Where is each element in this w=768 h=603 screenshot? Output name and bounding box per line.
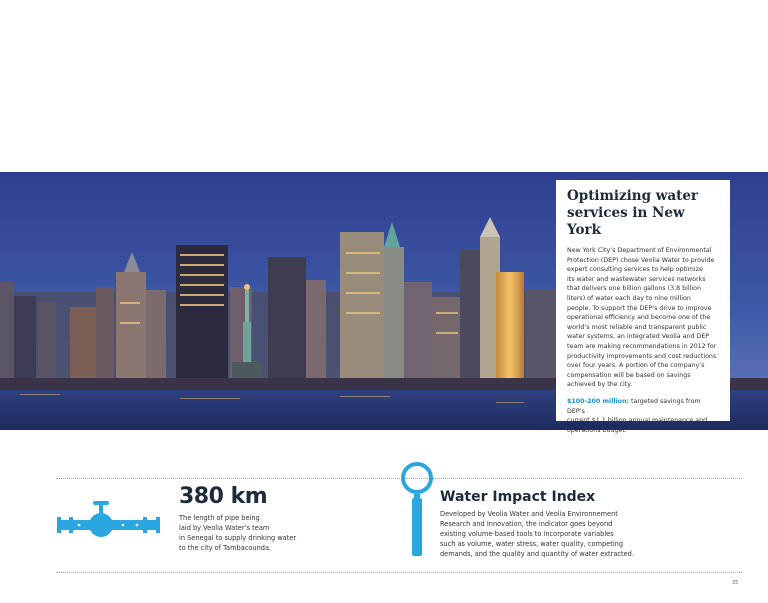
magnifier-icon (399, 462, 437, 558)
impact-line: Developed by Veolia Water and Veolia Environnement (440, 510, 618, 518)
stat-block (179, 484, 329, 553)
body-line: achieved by the city. (567, 381, 633, 389)
stat-line: laid by Veolia Water’s team (179, 524, 270, 532)
highlight-line: current $1.1 billion annual maintenance and (567, 417, 708, 425)
impact-line: such as volume, water stress, water quality, competing (440, 540, 624, 548)
impact-line: existing volume-based tools to incorporate variables (440, 530, 614, 538)
water-impact-index-description (440, 509, 660, 559)
stat-line: to the city of Tambacounda. (179, 544, 272, 552)
body-line: world’s most reliable and transparent public (567, 323, 707, 331)
highlight-figure: $100-200 million: (567, 397, 629, 405)
divider-bottom (56, 572, 742, 573)
body-line: expert consulting services to help optimize (567, 266, 703, 274)
page-number: 35 (732, 580, 739, 586)
sidebar-title (567, 188, 720, 239)
body-line: over four years. A portion of the company’s (567, 362, 705, 370)
stat-description (179, 513, 329, 553)
impact-line: demands, and the quality and quantity of water extracted. (440, 550, 634, 558)
body-line: liters) of water each day to nine million (567, 294, 691, 302)
body-line: people. To support the DEP’s drive to improve (567, 304, 712, 312)
impact-line: Research and Innovation, the indicator goes beyond (440, 520, 613, 528)
water-impact-index-title: Water Impact Index (440, 489, 596, 505)
sidebar-title-line-1: Optimizing water (567, 188, 699, 204)
body-line: compensation will be based on savings (567, 371, 691, 379)
stat-value: 380 km (179, 484, 268, 509)
body-line: team are making recommendations in 2012 for (567, 342, 717, 350)
stat-line: in Senegal to supply drinking water (179, 534, 297, 542)
water-impact-index-block (440, 488, 660, 559)
body-line: New York City’s Department of Environmental (567, 247, 712, 254)
sidebar-title-line-2: services in New York (567, 205, 685, 238)
highlight-line: targeted savings from DEP’s (567, 397, 701, 415)
pipe-valve-icon (57, 498, 160, 546)
stat-line: The length of pipe being (179, 514, 260, 522)
highlight-line: operations budget. (567, 426, 627, 434)
sidebar-card (556, 180, 730, 434)
sidebar-highlight (567, 397, 720, 435)
body-line: operational efficiency and become one of the (567, 314, 711, 322)
body-line: productivity improvements and cost reductions (567, 352, 717, 360)
body-line: water systems, an integrated Veolia and DEP (567, 333, 710, 341)
body-line: its water and wastewater services networks (567, 275, 706, 283)
body-line: Protection (DEP) chose Veolia Water to provide (567, 256, 715, 264)
sidebar-body (567, 246, 720, 390)
body-line: that delivers one billion gallons (3.8 billion (567, 285, 701, 293)
